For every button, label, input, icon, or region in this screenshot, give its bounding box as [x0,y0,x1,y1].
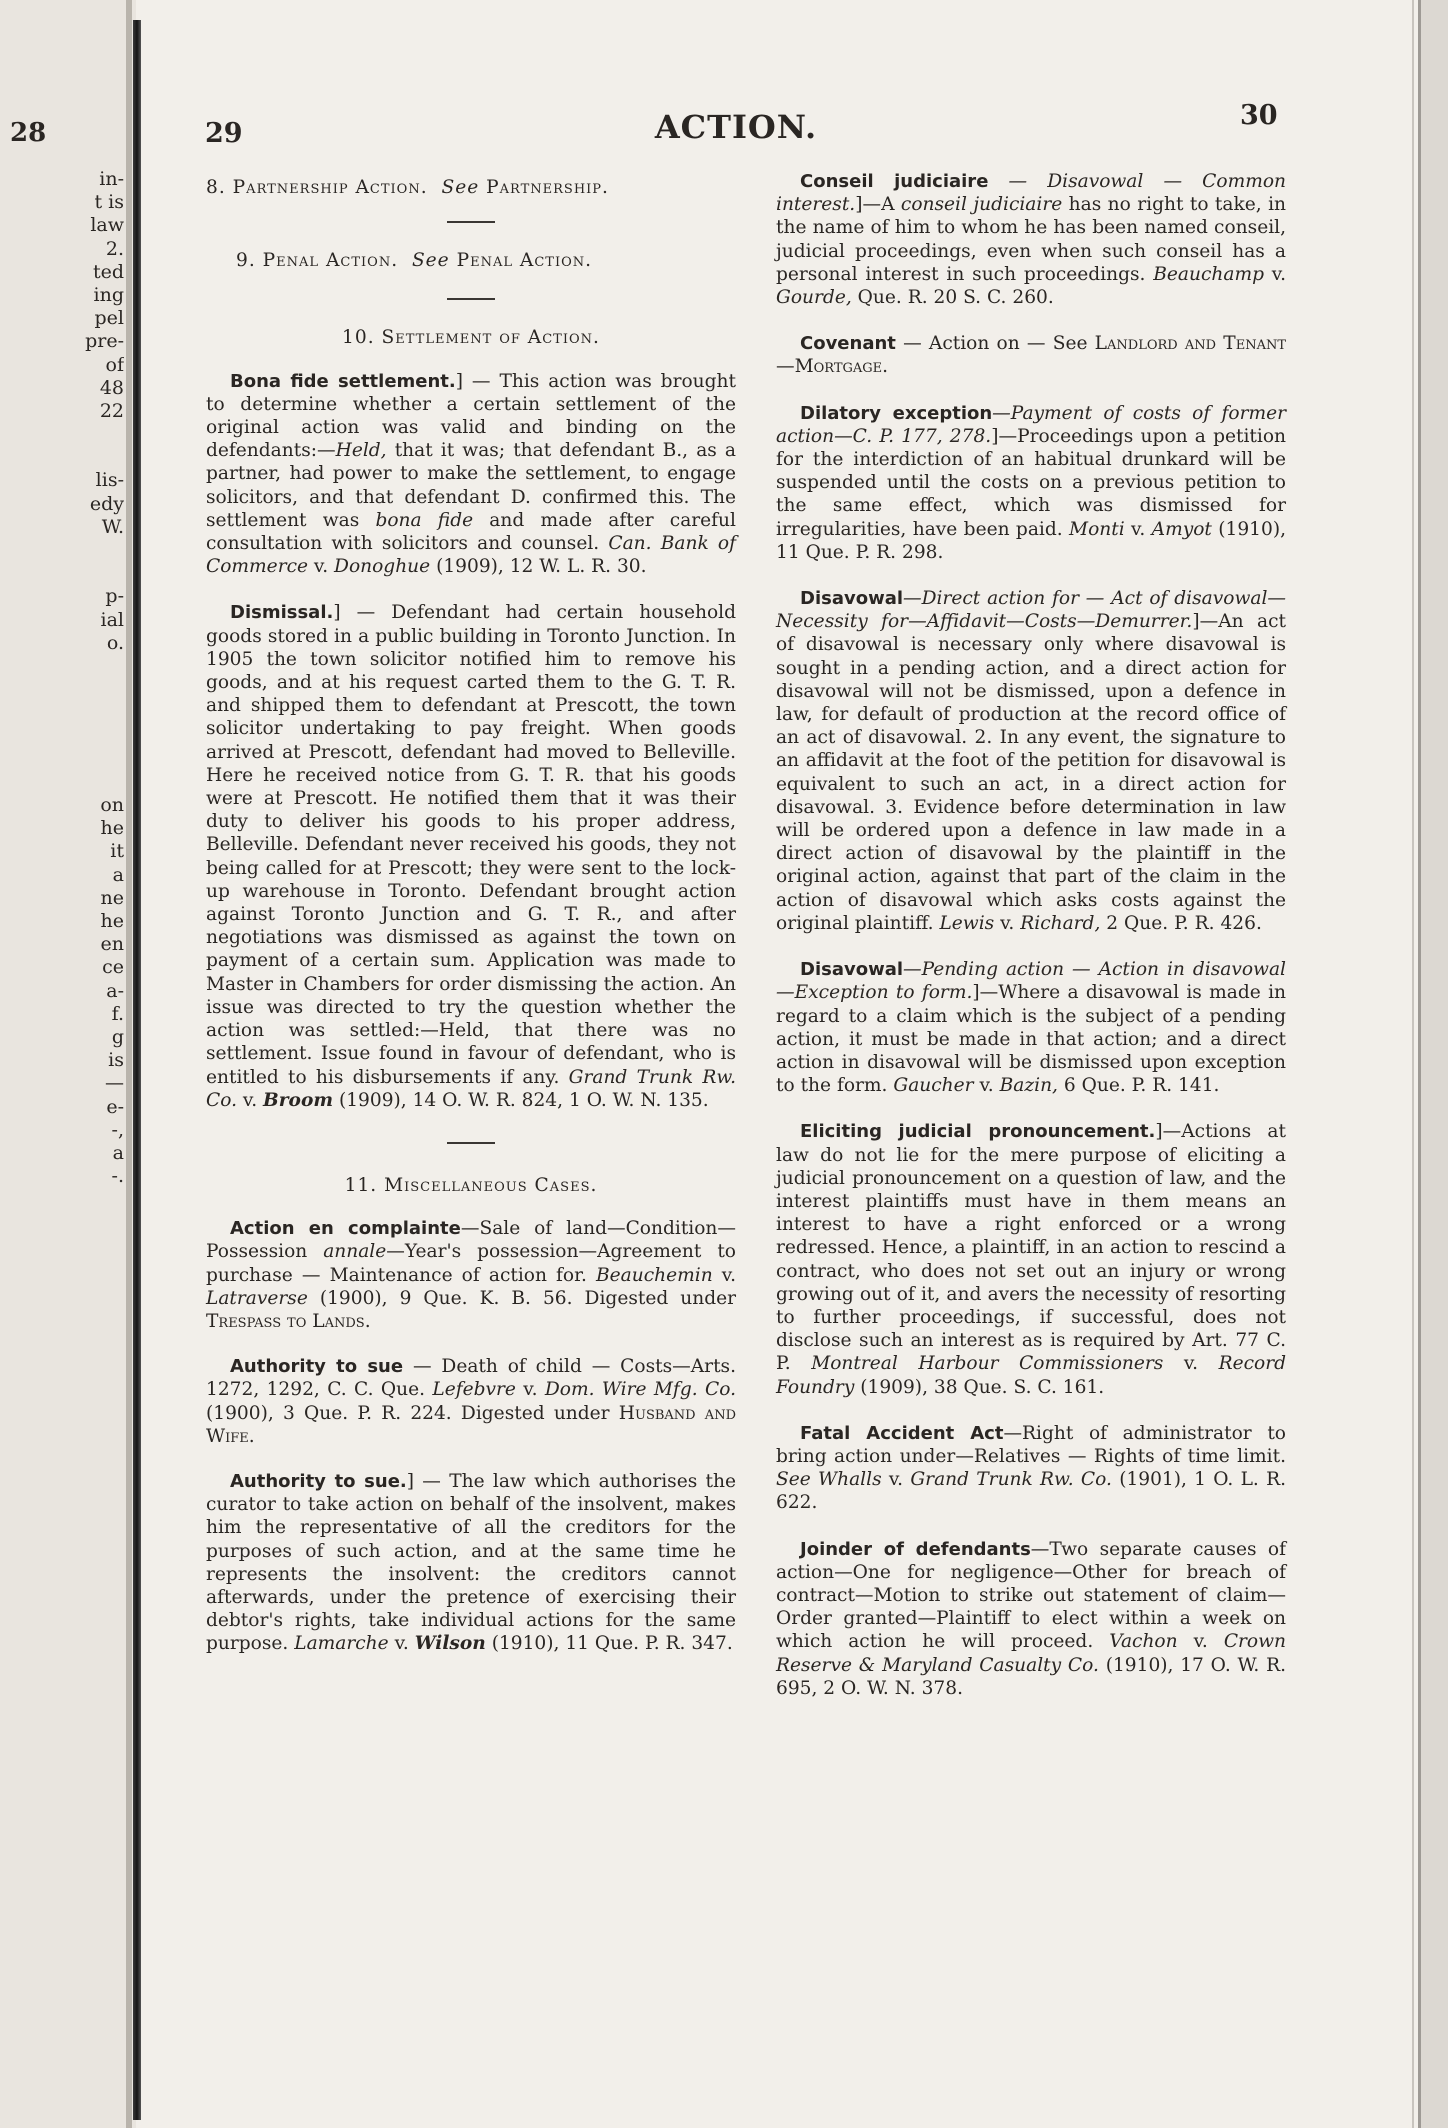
previous-page-fragment [4,748,124,771]
headword: Disavowal [800,588,904,610]
cross-reference: Partnership. [486,177,609,198]
headword: Eliciting judicial pronouncement. [800,1121,1156,1143]
entry-text: ] — This action was brought to determine whether a certain settlement of the original action was valid and binding on the defendants:— [206,370,736,462]
case-name: Monti [1069,518,1125,540]
entry-bona-fide-settlement [206,370,736,579]
headword: Joinder of defendants [800,1538,1031,1560]
previous-page-fragment: of [105,353,124,376]
entry-text: —Right of administrator to bring action under—Relatives — Rights of time limit. [776,1422,1286,1467]
previous-page-fragment: p- [105,585,124,608]
previous-page-fragment: pre- [85,330,124,353]
entry-dismissal [206,601,736,1111]
case-party: Record Foundry [776,1353,1287,1398]
case-name: Can. Bank of Commerce [206,533,736,578]
headword: Dismissal. [230,602,334,624]
previous-page-fragment: ted [92,260,124,283]
citation: (1900), 3 Que. P. R. 224. Digested under [206,1402,619,1424]
headword: Fatal Accident Act [800,1422,1004,1444]
citation: (1910), 11 Que. P. R. 298. [776,518,1286,563]
previous-page-fragment: law [90,214,124,237]
previous-page-fragment: ing [93,283,124,306]
book-spine [133,20,141,2120]
previous-page-fragment [4,446,124,469]
citation: (1909), 14 O. W. R. 824, 1 O. W. N. 135. [333,1089,709,1111]
case-name: Lefebvre [432,1379,516,1401]
versus: v. [994,912,1021,934]
entry-text: ] — Defendant had certain household goods stored in a public building in Toronto Junction. In 1905 the town solicitor notified him to remove his goods, and at his request carted them to the G. T. R. and shipped them to defendant at Prescott, the town solicitor undertaking to pay freight. When goods arrived at Prescott, defendant had moved to Belleville. Here he received notice from G. T. R. that his goods were at Prescott. He notified them that it was their duty to deliver his goods to his proper address, Belleville. Defendant never received his goods, they not being called for at Prescott; they were sent to the lock-up warehouse in Toronto. Defendant brought action against Toronto Junction and G. T. R., and after negotiations was dismissed as against the town on payment of a certain sum. Application was made to Master in Chambers for order dismissing the action. An issue was directed to try the question whether the action was settled:—Held, that there was no settlement. Issue found in favour of defendant, who is entitled to his disbursements if any. [206,602,736,1088]
versus: v. [388,1633,415,1655]
entry-text: and made after careful consultation with solicitors and counsel. [206,509,736,555]
section-number: 9. [236,250,256,272]
section-11-heading: 11. Miscellaneous Cases. [344,1174,598,1196]
section-rule [447,298,495,300]
headword: Dilatory exception [800,402,993,424]
entry-text: —Sale of land—Condition—Possession [206,1218,737,1263]
case-name: Lamarche [294,1633,389,1655]
previous-page-fragment [4,701,124,724]
previous-page-fragment: g [111,1025,124,1048]
previous-page-fragment: in- [99,168,124,190]
citation: (1909), 38 Que. S. C. 161. [854,1376,1105,1398]
entry-subhead: —Pending action — Action in disavowal—Exception to form. [776,959,1286,1004]
headword: Conseil judiciaire [800,171,989,192]
entry-subhead: —Payment of costs of former action—C. P. 177, 278. [776,402,1286,447]
previous-page-fragment: — [105,1072,124,1095]
section-title: Penal Action. [262,250,399,272]
headword: Disavowal [800,959,904,981]
entry-text: —Year's possession—Agreement to purchase — Maintenance of action for. [206,1241,736,1286]
case-party: Broom [263,1089,334,1111]
previous-page-fragment: lis- [95,469,124,492]
previous-page-fragment: a [112,863,124,886]
previous-page-fragment [4,771,124,794]
citation: (1909), 12 W. L. R. 30. [430,556,647,578]
entry-subhead: — Disavowal — Common interest. [776,171,1287,216]
section-rule [447,1142,495,1144]
entry-text: ]—Proceedings upon a petition for the interdiction of an habitual drunkard will be suspended until the costs on a previous petition to the same effect, which was dismissed for irregularities, have been paid. [776,425,1286,540]
entry-disavowal-pending-action [776,958,1286,1097]
section-rule [447,221,495,223]
citation: (1910), 17 O. W. R. 695, 2 O. W. N. 378. [776,1654,1286,1699]
case-party: Richard, [1020,912,1101,934]
italic-term: annale [323,1241,387,1263]
versus: v. [237,1089,264,1111]
versus: v. [308,556,335,578]
case-name: Montreal Harbour Commissioners [811,1353,1164,1375]
case-party: Gourde, [776,287,852,309]
entry-eliciting-judicial-pronouncement [776,1120,1286,1398]
citation: 6 Que. P. R. 141. [1057,1075,1220,1097]
citation: (1910), 11 Que. P. R. 347. [485,1633,733,1655]
previous-page-fragment: f. [111,1002,124,1025]
case-name: Beauchamp [1153,263,1264,285]
previous-page-fragment: en [100,933,124,956]
previous-page-fragment [4,655,124,678]
case-name: Beauchemin [596,1264,713,1286]
case-name: Vachon [1109,1631,1178,1653]
cross-reference: Trespass to Lands. [206,1310,371,1332]
versus: v. [881,1469,911,1491]
previous-page-fragment: -, [111,1118,124,1141]
previous-page-fragment: ce [102,956,124,979]
held-word: Held, [335,440,387,462]
previous-page-fragment: he [100,817,124,840]
previous-page-fragment [4,562,124,585]
case-name: Grand Trunk Rw. Co. [206,1066,736,1111]
previous-page-fragment: a- [106,979,124,1002]
previous-page-fragment: W. [101,515,124,538]
entry-joinder-of-defendants [776,1538,1286,1700]
citation: 2 Que. P. R. 426. [1100,912,1262,934]
entry-text: has no right to take, in the name of him to whom he has been named conseil, judicial proceedings, even when such conseil has a personal interest in such proceedings. [776,194,1287,285]
previous-page-fragment: it [110,840,124,863]
case-name: Lewis [939,912,995,934]
previous-page-fragment: on [100,794,124,817]
previous-page-fragment [4,725,124,748]
case-party: Grand Trunk Rw. Co. [910,1469,1112,1491]
cross-reference: Landlord and Tenant—Mortgage. [776,333,1287,378]
case-party: Wilson [414,1633,486,1655]
section-10-heading: 10. Settlement of Action. [342,327,600,349]
running-title-text: ACTION. [654,108,818,146]
italic-term: conseil judiciaire [900,194,1063,216]
case-party: Dom. Wire Mfg. Co. [544,1379,737,1401]
headword: Authority to sue [230,1356,404,1378]
see-word: See [411,250,450,272]
entry-subhead: —Direct action for — Act of disavowal—Necessity for—Affidavit—Costs—Demurrer. [776,588,1286,633]
previous-page-fragment: -. [111,1165,124,1188]
running-title [0,108,1448,146]
entry-text: ]—Actions at law do not lie for the mere purpose of eliciting a judicial pronouncement on a question of law, and the interest plaintiffs must have in them means an interest to have a right enforced or a wrong redressed. Hence, a plaintiff, in an action to rescind a contract, who does not set out an injury or wrong growing out of it, and avers the necessity of resorting to further proceedings, if successful, does not disclose such an interest as is required by Art. 77 C. P. [776,1121,1286,1375]
entry-text: that it was; that defendant B., as a partner, had power to make the settlement, to engage solicitors, and that defendant D. confirmed this. The settlement was [206,440,736,531]
entry-conseil-judiciaire [776,170,1286,309]
see-word: See [441,177,480,198]
spine-shadow [126,0,132,2128]
entry-disavowal-direct-action [776,587,1286,935]
right-column [776,170,1286,1700]
entry-text: ]—Where a disavowal is made in regard to a claim which is the subject of a pending action, it must be made in that action; and a direct action in disavowal will be dismissed upon exception to the form. [776,982,1286,1097]
headword: Action en complainte [230,1218,461,1240]
previous-page-fragment: a [112,1141,124,1164]
section-number: 8. [206,177,226,198]
previous-page-number: 28 [10,118,47,148]
previous-page-fragment: 48 [99,376,124,399]
left-page-number: 29 [205,118,243,149]
citation: (1901), 1 O. L. R. 622. [776,1469,1287,1514]
entry-action-en-complainte [206,1217,736,1333]
previous-page-fragment: pel [94,307,124,330]
versus: v. [712,1264,737,1286]
section-title: Partnership Action. [232,177,428,198]
citation: (1900), 9 Que. K. B. 56. Digested under [307,1287,736,1309]
previous-page-fragment: t is [94,191,124,214]
case-party: Donoghue [334,556,431,578]
previous-page-fragment: ial [100,608,124,631]
case-party: Bazin, [999,1075,1058,1097]
previous-page-fragment: he [100,910,124,932]
headword: Bona fide settlement. [230,370,456,392]
section-8-heading [206,176,736,199]
previous-page-fragment: ne [100,886,124,909]
case-name: Gaucher [893,1075,974,1097]
right-page-number: 30 [1240,100,1278,131]
entry-dilatory-exception [776,402,1286,564]
entry-authority-to-sue-1 [206,1355,736,1448]
cross-reference: Penal Action. [456,250,593,272]
case-party: Amyot [1151,518,1212,540]
previous-page-fragment: edy [89,492,124,515]
versus: v. [1264,263,1287,285]
entry-text: —Two separate causes of action—One for negligence—Other for breach of contract—Motion to strike out statement of claim—Order granted—Plaintiff to elect within a week on which action he will proceed. [776,1538,1286,1653]
versus: v. [1163,1353,1219,1375]
entry-text: — Action on — See [895,333,1095,355]
entry-text: — Death of child — Costs—Arts. 1272, 1292, C. C. Que. [206,1356,736,1401]
previous-page-fragments [4,168,124,1188]
headword: Covenant [800,333,896,355]
case-party: Latraverse [206,1287,308,1309]
entry-covenant [776,332,1286,378]
previous-page-fragment [4,539,124,562]
previous-page-fragment: 22 [99,399,124,422]
entry-authority-to-sue-2 [206,1470,736,1656]
left-column [206,176,736,1656]
page-edge [1418,0,1448,2128]
previous-page-fragment: o. [106,631,124,654]
page-edge-line [1412,0,1414,2128]
versus: v. [973,1075,1000,1097]
versus: v. [1177,1631,1224,1653]
previous-page-fragment [4,678,124,701]
cross-reference: Husband and Wife. [206,1402,736,1447]
previous-page-fragment: e- [106,1095,124,1118]
case-name: See Whalls [776,1469,882,1491]
previous-page-fragment [4,423,124,446]
versus: v. [515,1379,545,1401]
versus: v. [1124,518,1152,540]
section-9-heading [206,249,736,272]
entry-text: ]—A [855,194,901,216]
case-party: Crown Reserve & Maryland Casualty Co. [776,1631,1287,1676]
italic-term: bona fide [375,509,474,531]
headword: Authority to sue. [230,1470,407,1492]
entry-text: ] — The law which authorises the curator to take action on behalf of the insolvent, makes him the representative of all the creditors for the purposes of such action, and at the same time he represents the insolvent: the creditors cannot afterwards, under the pretence of exercising their debtor's rights, take individual actions for the same purpose. [206,1470,736,1655]
previous-page-fragment: is [108,1049,124,1072]
entry-fatal-accident-act [776,1422,1286,1515]
citation: Que. R. 20 S. C. 260. [851,287,1054,309]
previous-page-fragment: 2. [105,237,124,260]
entry-text: ]—An act of disavowal is necessary only where disavowal is sought in a pending action, and a direct action for disavowal will not be dismissed, upon a defence in law, for default of production at the record office of an act of disavowal. 2. In any event, the signature to an affidavit at the foot of the petition for disavowal is equivalent to such an act, in a direct action for disavowal. 3. Evidence before determination in law will be ordered upon a defence in law made in a direct action of disavowal by the plaintiff in the original action, against that part of the claim in the action of disavowal which asks costs against the original plaintiff. [776,611,1286,934]
